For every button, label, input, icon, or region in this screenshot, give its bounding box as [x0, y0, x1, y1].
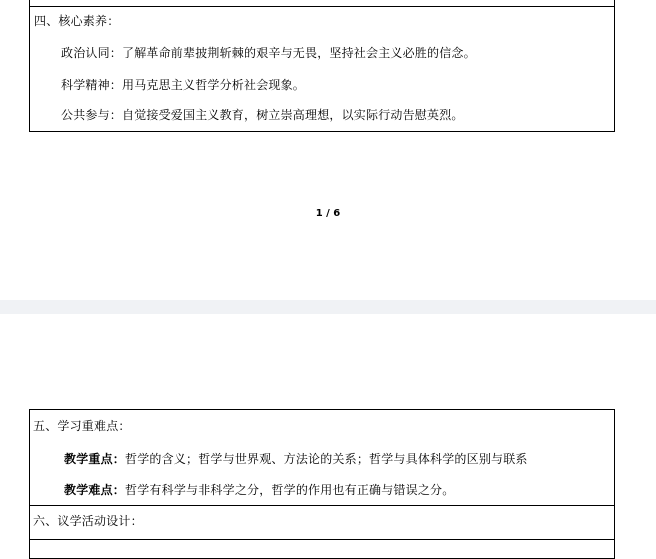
scientific-spirit-line: 科学精神：用马克思主义哲学分析社会现象。 — [61, 78, 306, 92]
section-4-heading: 四、核心素养： — [34, 14, 120, 28]
section-5-heading: 五、学习重难点： — [33, 419, 131, 433]
section-6-heading: 六、议学活动设计： — [33, 514, 143, 528]
political-identity-line: 政治认同：了解革命前辈披荆斩棘的艰辛与无畏，坚持社会主义必胜的信念。 — [61, 46, 476, 60]
teaching-focus-text: 哲学的含义；哲学与世界观、方法论的关系；哲学与具体科学的区别与联系 — [125, 452, 528, 466]
table-row-divider — [30, 6, 614, 7]
document-page-2 — [0, 314, 656, 547]
page-gap — [0, 300, 656, 314]
table-row-divider — [30, 539, 614, 540]
table-row-divider — [30, 505, 614, 506]
public-participation-line: 公共参与：自觉接受爱国主义教育，树立崇高理想，以实际行动告慰英烈。 — [61, 108, 464, 122]
teaching-focus-label: 教学重点： — [64, 452, 126, 466]
core-literacy-table — [29, 0, 615, 132]
teaching-difficulty-text: 哲学有科学与非科学之分，哲学的作用也有正确与错误之分。 — [125, 483, 455, 497]
teaching-difficulty-label: 教学难点： — [64, 483, 126, 497]
page-number: 1 / 6 — [315, 208, 341, 219]
key-points-table — [29, 409, 615, 559]
